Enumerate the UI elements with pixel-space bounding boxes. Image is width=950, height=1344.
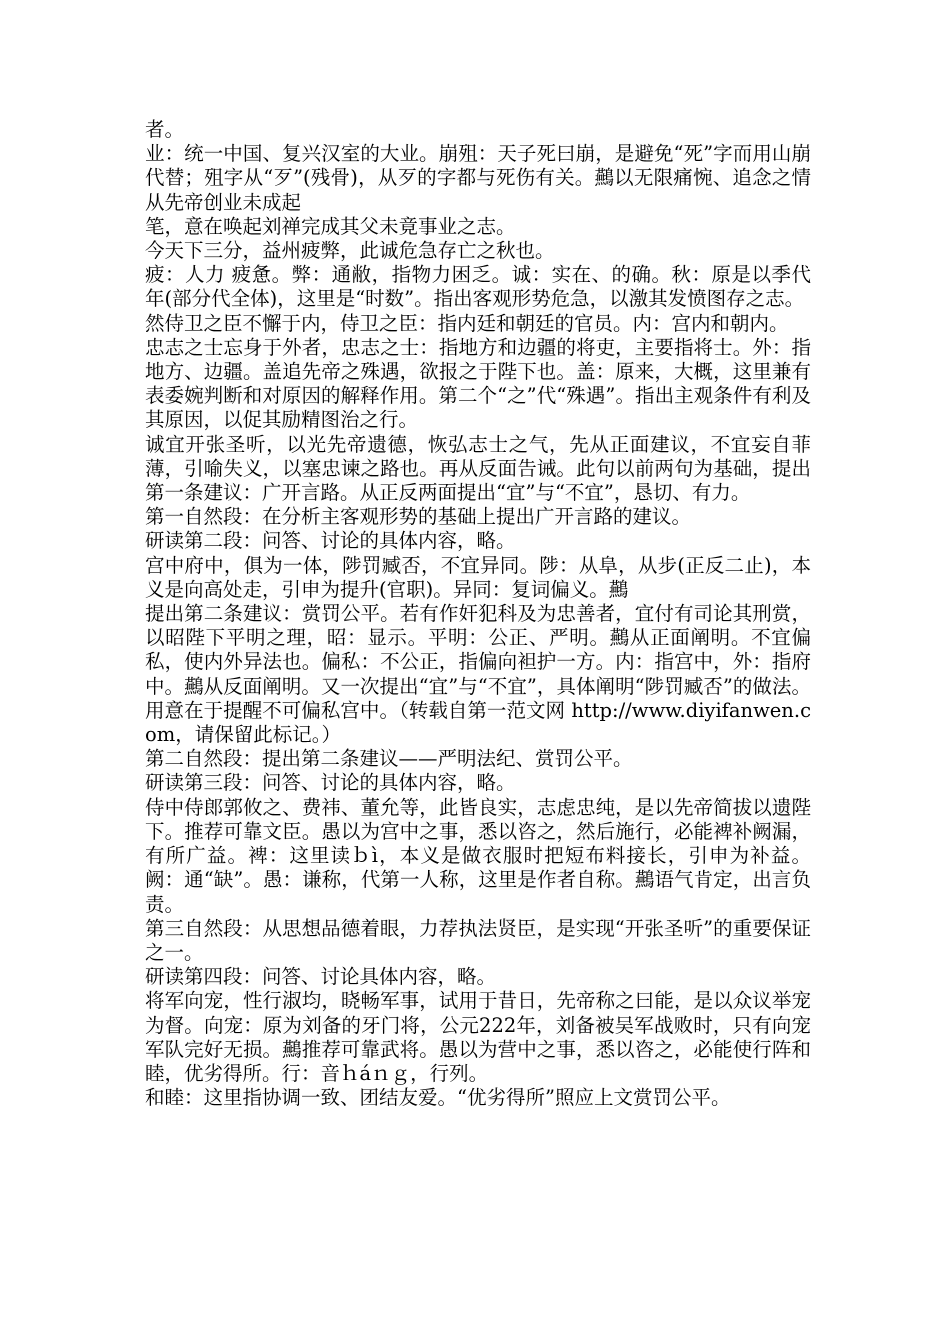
paragraph: 者。 (145, 118, 185, 141)
paragraph: 和睦：这里指协调一致、团结友爱。“优劣得所”照应上文赏罚公平。 (145, 1086, 731, 1110)
paragraph-summary: 第三自然段：从思想品德着眼，力荐执法贤臣，是实现“开张圣听”的重要保证之一。 (145, 916, 811, 964)
paragraph: 然侍卫之臣不懈于内，侍卫之臣：指内廷和朝廷的官员。内：宫内和朝内。 (145, 311, 789, 335)
paragraph: 研读第四段：问答、讨论具体内容，略。 (145, 965, 497, 989)
paragraph: 业：统一中国、复兴汉室的大业。崩殂：天子死曰崩，是避免“死”字而用山崩代替；殂字从“歹”(残骨)，从歹的字都与死伤有关。䴏以无限痛惋、追念之情从先帝创业未成起 (145, 142, 811, 214)
paragraph: 笔，意在唤起刘禅完成其父未竟事业之志。 (145, 214, 516, 238)
paragraph-summary: 第一自然段：在分析主客观形势的基础上提出广开言路的建议。 (145, 505, 692, 529)
paragraph: 宫中府中，俱为一体，陟罚臧否，不宜异同。陟：从阜，从步(正反二止)，本义是向高处走，引申为提升(官职)。异同：复词偏义。䴏 (145, 553, 811, 601)
paragraph: 将军向宠，性行淑均，晓畅军事，试用于昔日，先帝称之曰能，是以众议举宠为督。向宠：原为刘备的牙门将，公元222年，刘备被吴军战败时，只有向宠军队完好无损。䴏推荐可靠武将。愚以为营中之事，悉以咨之，必能使行阵和睦，优劣得所。行：音ｈáｎｇ，行列。 (145, 989, 811, 1085)
document-body (145, 118, 811, 1110)
paragraph: 今天下三分，益州疲弊，此诚危急存亡之秋也。 (145, 239, 555, 263)
paragraph-summary: 第二自然段：提出第二条建议——严明法纪、赏罚公平。 (145, 747, 633, 771)
paragraph: 疲：人力 疲惫。弊：通敝，指物力困乏。诚：实在、的确。秋：原是以季代年(部分代全体)，这里是“时数”。指出客观形势危急，以激其发愤图存之志。 (145, 263, 811, 311)
paragraph: 研读第三段：问答、讨论的具体内容，略。 (145, 771, 516, 795)
paragraph: 忠志之士忘身于外者，忠志之士：指地方和边疆的将吏，主要指将士。外：指地方、边疆。盖追先帝之殊遇，欲报之于陛下也。盖：原来，大概，这里兼有表委婉判断和对原因的解释作用。第二个“之”代“殊遇”。指出主观条件有利及其原因，以促其励精图治之行。 (145, 335, 811, 432)
paragraph: 提出第二条建议：赏罚公平。若有作奸犯科及为忠善者，宜付有司论其刑赏，以昭陛下平明之理，昭：显示。平明：公正、严明。䴏从正面阐明。不宜偏私，使内外异法也。偏私：不公正，指偏向袒护一方。内：指宫中，外：指府中。䴏从反面阐明。又一次提出“宜”与“不宜”，具体阐明“陟罚臧否”的做法。用意在于提醒不可偏私宫中。（转载自第一范文网 http://www.diyifanwen.com，请保留此标记。） (145, 602, 811, 747)
paragraph: 诚宜开张圣听，以光先帝遗德，恢弘志士之气，先从正面建议，不宜妄自菲薄，引喻失义，以塞忠谏之路也。再从反面告诫。此句以前两句为基础，提出第一条建议：广开言路。从正反两面提出“宜”与“不宜”，恳切、有力。 (145, 432, 811, 505)
paragraph: 研读第二段：问答、讨论的具体内容，略。 (145, 529, 516, 553)
paragraph: 侍中侍郎郭攸之、费祎、董允等，此皆良实，志虑忠纯，是以先帝简拔以遗陛下。推荐可靠文臣。愚以为宫中之事，悉以咨之，然后施行，必能裨补阙漏，有所广益。裨：这里读ｂì，本义是做衣服时把短布料接长，引申为补益。阙：通“缺”。愚：谦称，代第一人称，这里是作者自称。䴏语气肯定，出言负责。 (145, 795, 811, 916)
